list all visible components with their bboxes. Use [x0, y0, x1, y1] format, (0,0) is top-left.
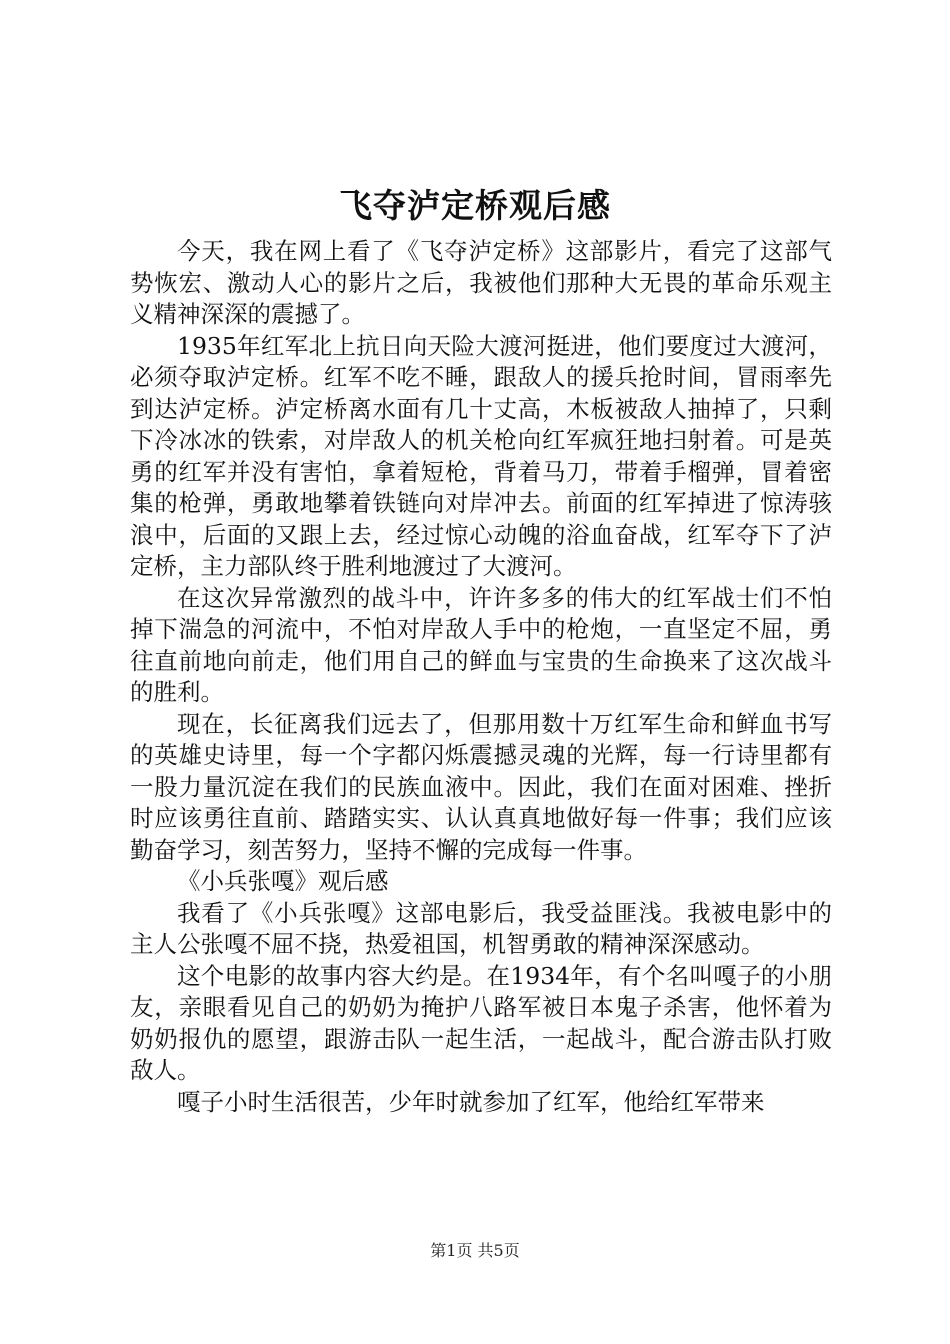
paragraph: 今天，我在网上看了《飞夺泸定桥》这部影片，看完了这部气势恢宏、激动人心的影片之后，我被他们那种大无畏的革命乐观主义精神深深的震撼了。 — [130, 237, 832, 328]
paragraph: 现在，长征离我们远去了，但那用数十万红军生命和鲜血书写的英雄史诗里，每一个字都闪烁震撼灵魂的光辉，每一行诗里都有一股力量沉淀在我们的民族血液中。因此，我们在面对困难、挫折时应该勇往直前、踏踏实实、认认真真地做好每一件事；我们应该勤奋学习，刻苦努力，坚持不懈的完成每一件事。 — [130, 709, 832, 864]
page-footer: 第1页 共5页 — [430, 1241, 520, 1260]
paragraph: 我看了《小兵张嘎》这部电影后，我受益匪浅。我被电影中的主人公张嘎不屈不挠，热爱祖国，机智勇敢的精神深深感动。 — [130, 898, 832, 958]
section-subtitle: 《小兵张嘎》观后感 — [177, 867, 389, 895]
paragraph: 嘎子小时生活很苦，少年时就参加了红军，他给红军带来 — [177, 1087, 765, 1116]
document-title: 飞夺泸定桥观后感 — [339, 186, 611, 225]
document-body — [130, 236, 832, 1118]
paragraph: 这个电影的故事内容大约是。在1934年，有个名叫嘎子的小朋友，亲眼看见自己的奶奶为掩护八路军被日本鬼子杀害，他怀着为奶奶报仇的愿望，跟游击队一起生活，一起战斗，配合游击队打败敌人。 — [130, 961, 832, 1084]
paragraph: 1935年红军北上抗日向天险大渡河挺进，他们要度过大渡河，必须夺取泸定桥。红军不吃不睡，跟敌人的援兵抢时间，冒雨率先到达泸定桥。泸定桥离水面有几十丈高，木板被敌人抽掉了，只剩下冷冰冰的铁索，对岸敌人的机关枪向红军疯狂地扫射着。可是英勇的红军并没有害怕，拿着短枪，背着马刀，带着手榴弹，冒着密集的枪弹，勇敢地攀着铁链向对岸冲去。前面的红军掉进了惊涛骇浪中，后面的又跟上去，经过惊心动魄的浴血奋战，红军夺下了泸定桥，主力部队终于胜利地渡过了大渡河。 — [130, 331, 832, 580]
paragraph: 在这次异常激烈的战斗中，许许多多的伟大的红军战士们不怕掉下湍急的河流中，不怕对岸敌人手中的枪炮，一直坚定不屈，勇往直前地向前走，他们用自己的鲜血与宝贵的生命换来了这次战斗的胜利。 — [130, 583, 832, 706]
